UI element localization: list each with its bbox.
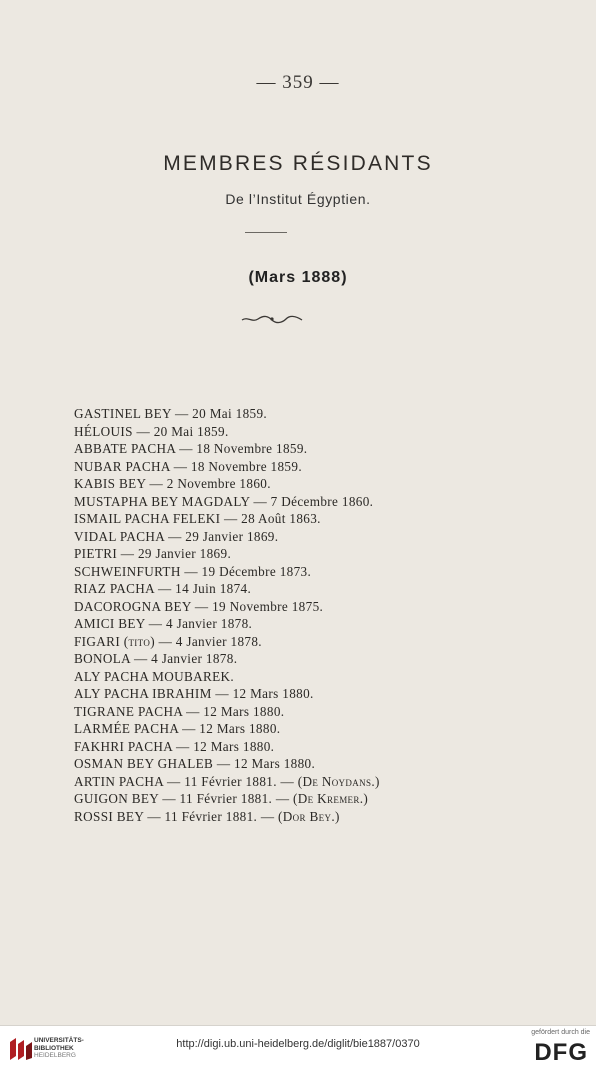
permalink-url[interactable]: http://digi.ub.uni-heidelberg.de/diglit/bie1887/0370: [176, 1038, 420, 1050]
member-entry: HÉLOUIS — 20 Mai 1859.: [74, 423, 229, 439]
member-entry: [74, 790, 380, 808]
member-entry: AMICI BEY — 4 Janvier 1878.: [74, 616, 253, 631]
member-entry: [74, 808, 380, 826]
date-heading: (Mars 1888): [248, 269, 348, 286]
member-entry-text: .): [331, 808, 340, 824]
member-entry-text: ARTIN PACHA — 11 Février 1881. — (: [74, 773, 303, 789]
member-entry-text: .): [359, 791, 369, 806]
funding-note: gefördert durch die: [531, 1029, 590, 1036]
member-entry: ALY PACHA MOUBAREK.: [74, 668, 235, 684]
member-entry: PIETRI — 29 Janvier 1869.: [74, 546, 232, 561]
member-entry: [74, 633, 380, 651]
member-entry: NUBAR PACHA — 18 Novembre 1859.: [74, 458, 302, 474]
member-entry: FAKHRI PACHA — 12 Mars 1880.: [74, 738, 275, 754]
member-entry: ABBATE PACHA — 18 Novembre 1859.: [74, 441, 308, 456]
member-entry-text: ) — 4 Janvier 1878.: [150, 633, 262, 649]
library-name-line: UNIVERSITÄTS-: [34, 1037, 84, 1044]
member-entry: ISMAIL PACHA FELEKI — 28 Août 1863.: [74, 511, 321, 526]
library-name-line: HEIDELBERG: [34, 1052, 76, 1059]
member-entry: [74, 773, 380, 791]
member-entry: DACOROGNA BEY — 19 Novembre 1875.: [74, 598, 324, 614]
member-entry: BONOLA — 4 Janvier 1878.: [74, 651, 238, 666]
member-entry: TIGRANE PACHA — 12 Mars 1880.: [74, 703, 285, 719]
member-entry: OSMAN BEY GHALEB — 12 Mars 1880.: [74, 756, 316, 771]
member-entry: GASTINEL BEY — 20 Mai 1859.: [74, 406, 268, 421]
page-number: — 359 —: [256, 72, 340, 93]
member-entry: LARMÉE PACHA — 12 Mars 1880.: [74, 721, 281, 736]
member-entry-text: .): [371, 773, 380, 789]
member-entry-text: ROSSI BEY — 11 Février 1881. — (: [74, 808, 283, 824]
member-entry-note: De Noydans: [302, 773, 372, 789]
footer-bar: [0, 1025, 596, 1070]
member-entry-note: tito: [128, 633, 151, 649]
dfg-logo[interactable]: DFG: [534, 1039, 588, 1066]
members-list: [74, 405, 380, 825]
page-subtitle: De l’Institut Égyptien.: [225, 191, 371, 207]
library-name-line: BIBLIOTHEK: [34, 1044, 74, 1052]
member-entry: MUSTAPHA BEY MAGDALY — 7 Décembre 1860.: [74, 493, 374, 509]
member-entry-note: De Kremer: [297, 791, 360, 806]
member-entry-text: GUIGON BEY — 11 Février 1881. — (: [74, 791, 298, 806]
member-entry: RIAZ PACHA — 14 Juin 1874.: [74, 581, 252, 596]
member-entry: SCHWEINFURTH — 19 Décembre 1873.: [74, 563, 312, 579]
member-entry: VIDAL PACHA — 29 Janvier 1869.: [74, 528, 279, 544]
member-entry: ALY PACHA IBRAHIM — 12 Mars 1880.: [74, 686, 314, 701]
ornament-flourish-icon: [240, 314, 304, 324]
page-title: MEMBRES RÉSIDANTS: [163, 152, 433, 175]
member-entry: KABIS BEY — 2 Novembre 1860.: [74, 476, 271, 491]
member-entry-text: FIGARI (: [74, 633, 129, 649]
divider-rule: [245, 232, 287, 233]
member-entry-note: Dor Bey: [282, 808, 332, 824]
